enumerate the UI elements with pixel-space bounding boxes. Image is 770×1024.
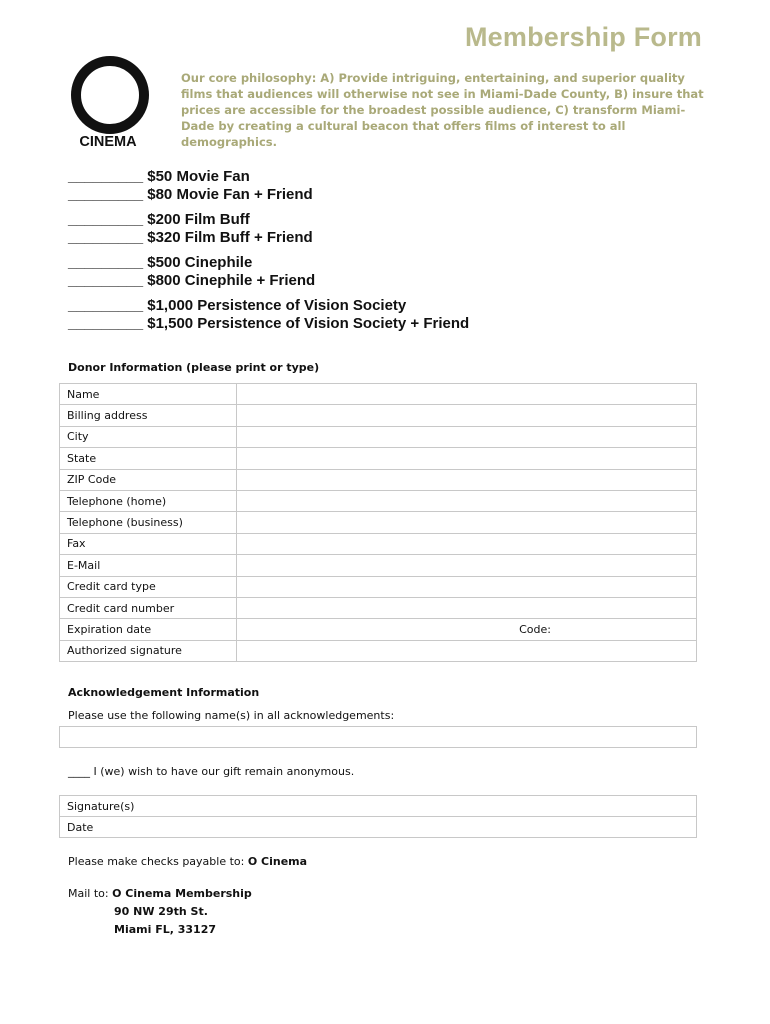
table-row	[60, 384, 697, 405]
tier-option[interactable]: _________ $320 Film Buff + Friend	[68, 229, 313, 246]
telephone-business-field[interactable]	[237, 512, 697, 533]
field-label: State	[60, 448, 237, 469]
tier-group-cinephile	[68, 254, 708, 290]
checks-payable-label: Please make checks payable to:	[68, 855, 245, 868]
field-label: Fax	[60, 533, 237, 554]
credit-card-type-field[interactable]	[237, 576, 697, 597]
fax-field[interactable]	[237, 533, 697, 554]
field-label: Telephone (business)	[60, 512, 237, 533]
table-row	[60, 512, 697, 533]
table-row	[60, 426, 697, 447]
tier-group-movie-fan	[68, 168, 708, 204]
zip-code-field[interactable]	[237, 469, 697, 490]
date-field[interactable]: Date	[60, 817, 697, 838]
tier-option[interactable]: _________ $80 Movie Fan + Friend	[68, 186, 313, 203]
core-philosophy: Our core philosophy: A) Provide intriguing, entertaining, and superior quality films that audiences will otherwise not see in Miami-Dade County, B) insure that prices are accessible for the broadest possible audience, C) transform Miami-Dade by creating a cultural beacon that offers films of interest to all demographics.	[181, 71, 704, 149]
telephone-home-field[interactable]	[237, 490, 697, 511]
tier-group-film-buff	[68, 211, 708, 247]
field-label: Authorized signature	[60, 640, 237, 661]
field-label: City	[60, 426, 237, 447]
tier-option[interactable]: _________ $200 Film Buff	[68, 211, 250, 228]
table-row	[60, 619, 697, 640]
field-label: ZIP Code	[60, 469, 237, 490]
field-label: Expiration date	[60, 619, 237, 640]
table-row	[60, 533, 697, 554]
table-row	[60, 490, 697, 511]
tier-option[interactable]: _________ $800 Cinephile + Friend	[68, 272, 316, 289]
code-label: Code:	[519, 622, 551, 636]
table-row	[60, 576, 697, 597]
city-field[interactable]	[237, 426, 697, 447]
acknowledgement-instruction: Please use the following name(s) in all acknowledgements:	[68, 709, 395, 722]
tier-option[interactable]: _________ $50 Movie Fan	[68, 168, 250, 185]
tier-option[interactable]: _________ $1,000 Persistence of Vision Society	[68, 297, 407, 314]
field-label: Name	[60, 384, 237, 405]
authorized-signature-field[interactable]	[237, 640, 697, 661]
anonymous-gift-option[interactable]: ____ I (we) wish to have our gift remain anonymous.	[68, 765, 355, 778]
membership-tiers	[68, 168, 708, 340]
mail-address-line-3: Miami FL, 33127	[114, 923, 217, 936]
field-label: Billing address	[60, 405, 237, 426]
mail-address-line-2: 90 NW 29th St.	[114, 905, 208, 918]
donor-information-heading: Donor Information (please print or type)	[68, 361, 320, 374]
table-row	[60, 597, 697, 618]
signature-table	[59, 795, 697, 838]
email-field[interactable]	[237, 555, 697, 576]
page-title: Membership Form	[464, 22, 702, 52]
o-ring-icon	[71, 56, 149, 134]
name-field[interactable]	[237, 384, 697, 405]
table-row	[60, 640, 697, 661]
acknowledgement-heading: Acknowledgement Information	[68, 686, 260, 699]
checks-payee: O Cinema	[247, 855, 308, 868]
field-label: Telephone (home)	[60, 490, 237, 511]
field-label: Credit card number	[60, 597, 237, 618]
expiration-date-field[interactable]	[237, 619, 697, 640]
signature-field[interactable]: Signature(s)	[60, 796, 697, 817]
table-row	[60, 796, 697, 817]
table-row	[60, 817, 697, 838]
field-label: E-Mail	[60, 555, 237, 576]
donor-information-table	[59, 383, 697, 662]
tier-group-persistence-of-vision	[68, 297, 708, 333]
table-row	[60, 469, 697, 490]
table-row	[60, 405, 697, 426]
tier-option[interactable]: _________ $500 Cinephile	[68, 254, 253, 271]
state-field[interactable]	[237, 448, 697, 469]
tier-option[interactable]: _________ $1,500 Persistence of Vision Society + Friend	[68, 315, 470, 332]
acknowledgement-name-field[interactable]	[59, 726, 697, 748]
credit-card-number-field[interactable]	[237, 597, 697, 618]
billing-address-field[interactable]	[237, 405, 697, 426]
logo-text: CINEMA	[79, 134, 137, 150]
mail-address-line-1: O Cinema Membership	[112, 887, 252, 900]
mail-to-label: Mail to:	[68, 887, 109, 900]
table-row	[60, 555, 697, 576]
table-row	[60, 448, 697, 469]
field-label: Credit card type	[60, 576, 237, 597]
mail-to-line	[68, 887, 252, 900]
o-cinema-logo	[68, 54, 148, 154]
checks-payable-line	[68, 855, 307, 868]
